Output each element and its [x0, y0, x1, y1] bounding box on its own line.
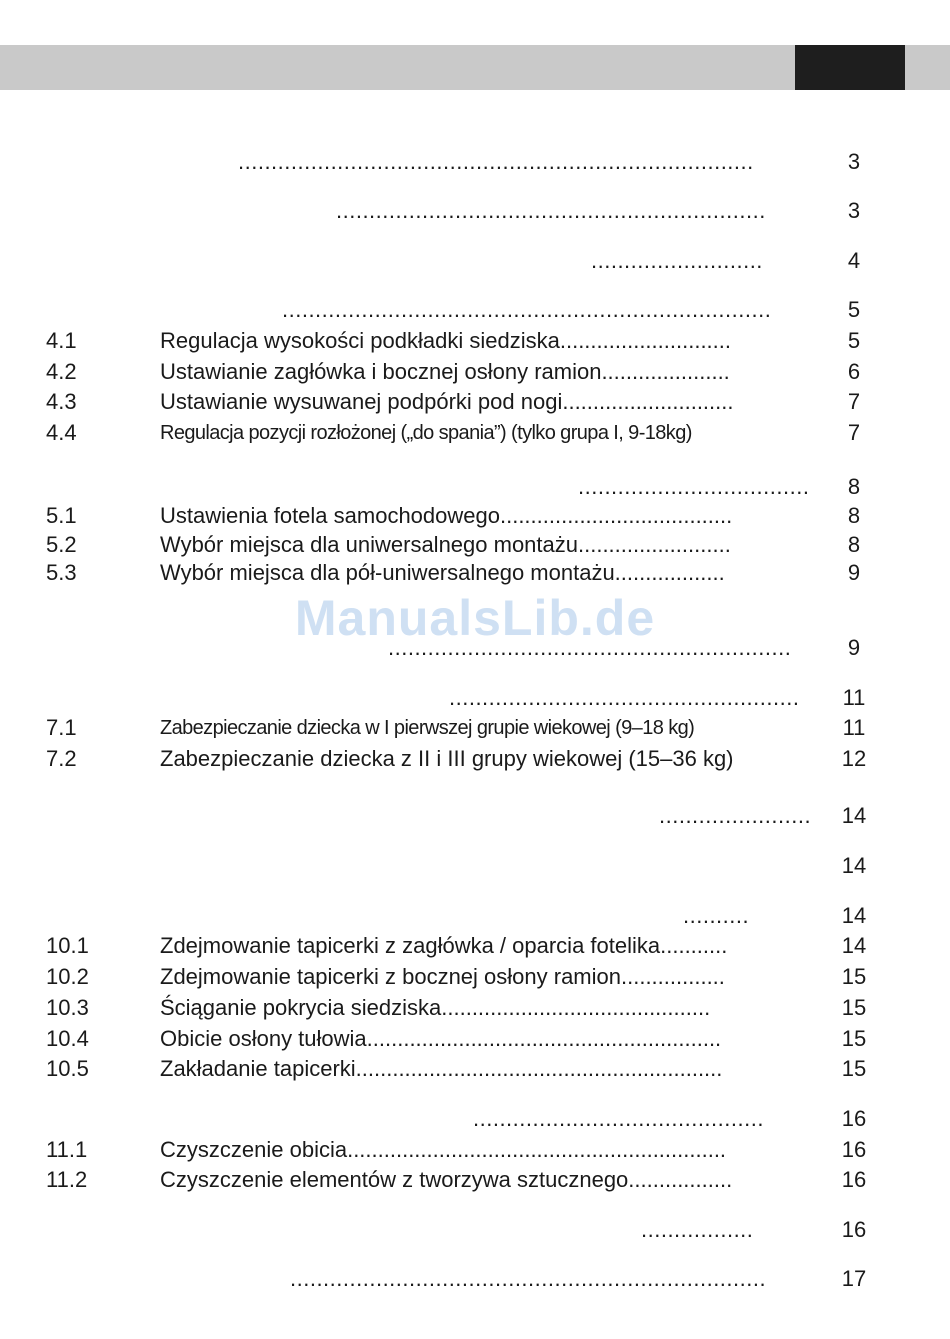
page-number: 17 [841, 1266, 867, 1291]
section-number: 4.2 [46, 359, 77, 384]
toc-entry[interactable] [0, 328, 950, 354]
page-number: 15 [841, 995, 867, 1020]
page-number: 15 [841, 1056, 867, 1081]
toc-entry[interactable] [0, 560, 950, 586]
leader-dots: .............................................................................. [238, 149, 754, 174]
section-title: Obicie osłony tułowia.......................................................... [160, 1026, 722, 1051]
toc-entry[interactable] [0, 198, 950, 224]
section-title: Ustawienia fotela samochodowego...................................... [160, 503, 733, 528]
page-number: 9 [847, 635, 861, 660]
page-number: 15 [841, 964, 867, 989]
leader-dots: .......... [683, 903, 750, 928]
page-number: 12 [841, 746, 867, 771]
page-number: 11 [842, 715, 866, 740]
section-title: Regulacja pozycji rozłożonej („do spania”) (tylko grupa I, 9-18kg) [160, 422, 692, 444]
section-number: 10.5 [46, 1056, 89, 1081]
leader-dots: ..................................................... [449, 685, 800, 710]
toc-entry[interactable] [0, 803, 950, 829]
leader-dots: ................. [641, 1217, 754, 1242]
section-number: 4.1 [46, 328, 77, 353]
toc-entry[interactable] [0, 149, 950, 175]
section-title: Ustawianie wysuwanej podpórki pod nogi............................ [160, 389, 734, 414]
section-number: 5.1 [46, 503, 77, 528]
page-number: 16 [841, 1167, 867, 1192]
toc-entry[interactable] [0, 853, 950, 879]
toc-entry[interactable] [0, 420, 950, 446]
page-number: 7 [847, 389, 861, 414]
page-number: 14 [841, 853, 867, 878]
page-number: 4 [847, 248, 861, 273]
toc-entry[interactable] [0, 359, 950, 385]
page-number: 15 [841, 1026, 867, 1051]
toc-entry[interactable] [0, 1056, 950, 1082]
leader-dots: ................................................................. [336, 198, 766, 223]
section-title: Ściąganie pokrycia siedziska............................................ [160, 995, 711, 1020]
toc-entry[interactable] [0, 474, 950, 500]
toc-entry[interactable] [0, 685, 950, 711]
leader-dots: ............................................................. [388, 635, 792, 660]
toc-entry[interactable] [0, 532, 950, 558]
toc-entry[interactable] [0, 1217, 950, 1243]
section-number: 4.4 [46, 420, 77, 445]
toc-entry[interactable] [0, 1167, 950, 1193]
page-number: 14 [841, 803, 867, 828]
toc-entry[interactable] [0, 995, 950, 1021]
section-title: Regulacja wysokości podkładki siedziska............................ [160, 328, 732, 353]
section-number: 5.3 [46, 560, 77, 585]
toc-entry[interactable] [0, 903, 950, 929]
section-number: 10.2 [46, 964, 89, 989]
page-number: 14 [841, 933, 867, 958]
section-number: 10.4 [46, 1026, 89, 1051]
section-number: 10.3 [46, 995, 89, 1020]
toc-entry[interactable] [0, 933, 950, 959]
page-number: 9 [847, 560, 861, 585]
toc-entry[interactable] [0, 964, 950, 990]
toc-entry[interactable] [0, 389, 950, 415]
section-title: Czyszczenie obicia.............................................................. [160, 1137, 727, 1162]
page-number: 7 [847, 420, 861, 445]
leader-dots: ................................... [578, 474, 810, 499]
page-number: 8 [847, 532, 861, 557]
section-number: 11.1 [46, 1137, 88, 1162]
page-number: 5 [847, 328, 861, 353]
section-number: 4.3 [46, 389, 77, 414]
page-number: 16 [841, 1106, 867, 1131]
toc-entry[interactable] [0, 503, 950, 529]
section-title: Zabezpieczanie dziecka z II i III grupy wiekowej (15–36 kg) [160, 746, 734, 771]
page-number: 14 [841, 903, 867, 928]
section-title: Ustawianie zagłówka i bocznej osłony ramion..................... [160, 359, 730, 384]
page-number: 8 [847, 503, 861, 528]
leader-dots: ....................... [659, 803, 812, 828]
section-number: 7.1 [46, 715, 77, 740]
page-number: 5 [847, 297, 861, 322]
page-number: 8 [847, 474, 861, 499]
leader-dots: .......................... [591, 248, 763, 273]
page-number: 3 [847, 149, 861, 174]
leader-dots: .......................................................................... [282, 297, 772, 322]
leader-dots: ........................................................................ [290, 1266, 767, 1291]
page-number: 16 [841, 1137, 867, 1162]
section-title: Zakładanie tapicerki............................................................ [160, 1056, 723, 1081]
section-title: Wybór miejsca dla pół-uniwersalnego montażu.................. [160, 560, 725, 585]
toc-entry[interactable] [0, 1137, 950, 1163]
watermark: ManualsLib.de [294, 590, 656, 646]
toc-entry[interactable] [0, 297, 950, 323]
section-title: Wybór miejsca dla uniwersalnego montażu......................... [160, 532, 731, 557]
toc-entry[interactable] [0, 1106, 950, 1132]
toc-entry[interactable] [0, 248, 950, 274]
section-number: 10.1 [46, 933, 89, 958]
page-number: 6 [847, 359, 861, 384]
toc-entry[interactable] [0, 715, 950, 741]
page-number: 11 [842, 685, 866, 710]
section-title: Zabezpieczanie dziecka w I pierwszej grupie wiekowej (9–18 kg) [160, 717, 695, 739]
page-number: 16 [841, 1217, 867, 1242]
toc-entry[interactable] [0, 1266, 950, 1292]
section-number: 7.2 [46, 746, 77, 771]
toc-entry[interactable] [0, 1026, 950, 1052]
section-title: Zdejmowanie tapicerki z zagłówka / oparcia fotelika........... [160, 933, 728, 958]
page-number: 3 [847, 198, 861, 223]
section-title: Czyszczenie elementów z tworzywa sztucznego................. [160, 1167, 733, 1192]
section-number: 5.2 [46, 532, 77, 557]
section-title: Zdejmowanie tapicerki z bocznej osłony ramion................. [160, 964, 725, 989]
toc-entry[interactable] [0, 746, 950, 772]
section-number: 11.2 [46, 1167, 88, 1192]
leader-dots: ............................................ [473, 1106, 764, 1131]
